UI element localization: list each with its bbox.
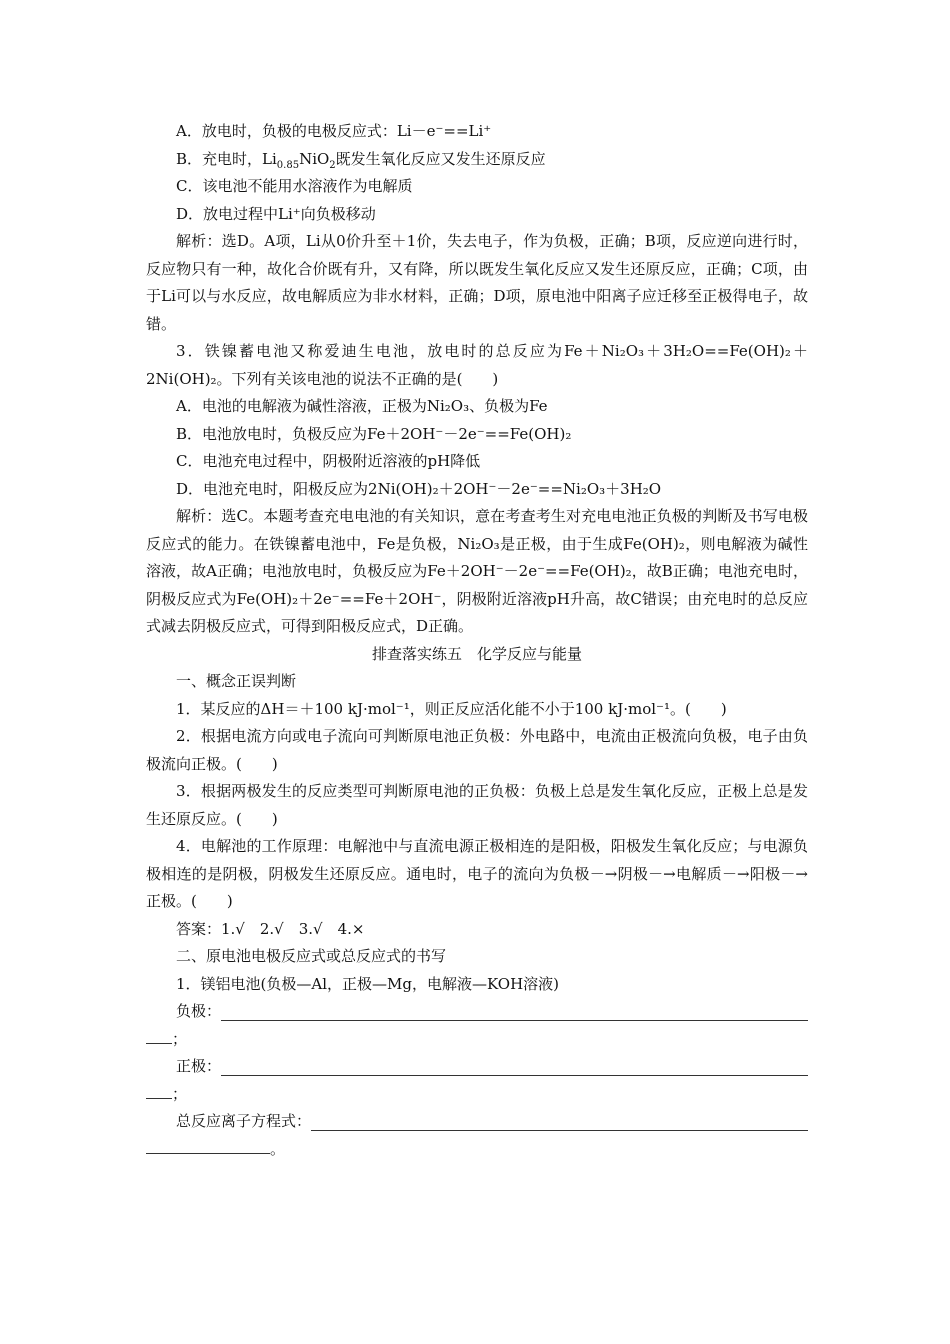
section-title: 排查落实练五 化学反应与能量 bbox=[371, 644, 582, 663]
q2-option-a: A．放电时，负极的电极反应式：Li－e⁻==Li⁺ bbox=[176, 122, 492, 140]
judgement-item: 1．某反应的ΔH＝＋100 kJ·mol⁻¹，则正反应活化能不小于100 kJ·mol⁻¹。( ) bbox=[176, 699, 727, 718]
judgement-item: 3．根据两极发生的反应类型可判断原电池的正负极：负极上总是发生氧化反应，正极上总是发生还原反应。( ) bbox=[146, 782, 808, 828]
total-reaction-blank-end: 。 bbox=[146, 1136, 808, 1164]
page-content bbox=[146, 118, 808, 1163]
positive-electrode-blank-end: ； bbox=[146, 1081, 808, 1109]
judgement-item: 2．根据电流方向或电子流向可判断原电池正负极：外电路中，电流由正极流向负极，电子由负极流向正极。( ) bbox=[146, 727, 808, 773]
q3-option-b: B．电池放电时，负极反应为Fe＋2OH⁻－2e⁻==Fe(OH)₂ bbox=[176, 424, 572, 443]
q2-option-d: D．放电过程中Li⁺向负极移动 bbox=[176, 204, 376, 223]
negative-electrode-blank-end: ； bbox=[146, 1026, 808, 1054]
negative-electrode-label: 负极： bbox=[176, 1002, 222, 1020]
total-reaction-label: 总反应离子方程式： bbox=[176, 1112, 312, 1130]
q3-analysis: 解析：选C。本题考查充电电池的有关知识，意在考查考生对充电电池正负极的判断及书写电极反应式的能力。在铁镍蓄电池中，Fe是负极，Ni₂O₃是正极，由于生成Fe(OH)₂，则电解液为碱性溶液，故A正确；电池放电时，负极反应为Fe＋2OH⁻－2e⁻==Fe(OH)₂，故B正确；电池充电时，阴极反应式为Fe(OH)₂＋2e⁻==Fe＋2OH⁻，阴极附近溶液pH升高，故C错误；由充电时的总反应式减去阴极反应式，可得到阳极反应式，D正确。 bbox=[146, 507, 808, 635]
negative-electrode-blank[interactable] bbox=[221, 1002, 808, 1021]
positive-electrode-row bbox=[146, 1053, 808, 1081]
q2-option-c: C．该电池不能用水溶液作为电解质 bbox=[176, 177, 413, 195]
positive-electrode-label: 正极： bbox=[176, 1057, 222, 1075]
q2-option-b: B．充电时，$Li_{0.85}NiO_2$既发生氧化反应又发生还原反应 bbox=[176, 149, 546, 171]
part1-answer: 答案：1.√ 2.√ 3.√ 4.× bbox=[176, 919, 365, 938]
q3-option-d: D．电池充电时，阳极反应为2Ni(OH)₂＋2OH⁻－2e⁻==Ni₂O₃＋3H₂O bbox=[176, 479, 662, 498]
q3-stem: 3．铁镍蓄电池又称爱迪生电池，放电时的总反应为Fe＋Ni₂O₃＋3H₂O==Fe(OH)₂＋2Ni(OH)₂。下列有关该电池的说法不正确的是( ) bbox=[146, 342, 808, 388]
positive-electrode-blank[interactable] bbox=[221, 1057, 808, 1076]
q3-option-a: A．电池的电解液为碱性溶液，正极为Ni₂O₃、负极为Fe bbox=[176, 397, 548, 415]
part2-item-1: 1．镁铝电池(负极—Al，正极—Mg，电解液—KOH溶液) bbox=[176, 974, 560, 993]
blank-continuation[interactable] bbox=[146, 1139, 270, 1154]
total-reaction-blank[interactable] bbox=[311, 1112, 808, 1131]
q3-option-c: C．电池充电过程中，阴极附近溶液的pH降低 bbox=[176, 452, 481, 470]
q2-analysis: 解析：选D。A项，Li从0价升至＋1价，失去电子，作为负极，正确；B项，反应逆向进行时，反应物只有一种，故化合价既有升，又有降，所以既发生氧化反应又发生还原反应，正确；C项，由于Li可以与水反应，故电解质应为非水材料，正确；D项，原电池中阳离子应迁移至正极得电子，故错。 bbox=[146, 232, 808, 333]
total-reaction-row bbox=[146, 1108, 808, 1136]
judgement-item: 4．电解池的工作原理：电解池中与直流电源正极相连的是阳极，阳极发生氧化反应；与电源负极相连的是阴极，阴极发生还原反应。通电时，电子的流向为负极－→阴极－→电解质－→阳极－→正极。( ) bbox=[146, 837, 808, 910]
part2-heading: 二、原电池电极反应式或总反应式的书写 bbox=[176, 947, 447, 965]
negative-electrode-row bbox=[146, 998, 808, 1026]
blank-continuation[interactable] bbox=[146, 1029, 172, 1044]
blank-continuation[interactable] bbox=[146, 1084, 172, 1099]
part1-heading: 一、概念正误判断 bbox=[176, 672, 297, 690]
